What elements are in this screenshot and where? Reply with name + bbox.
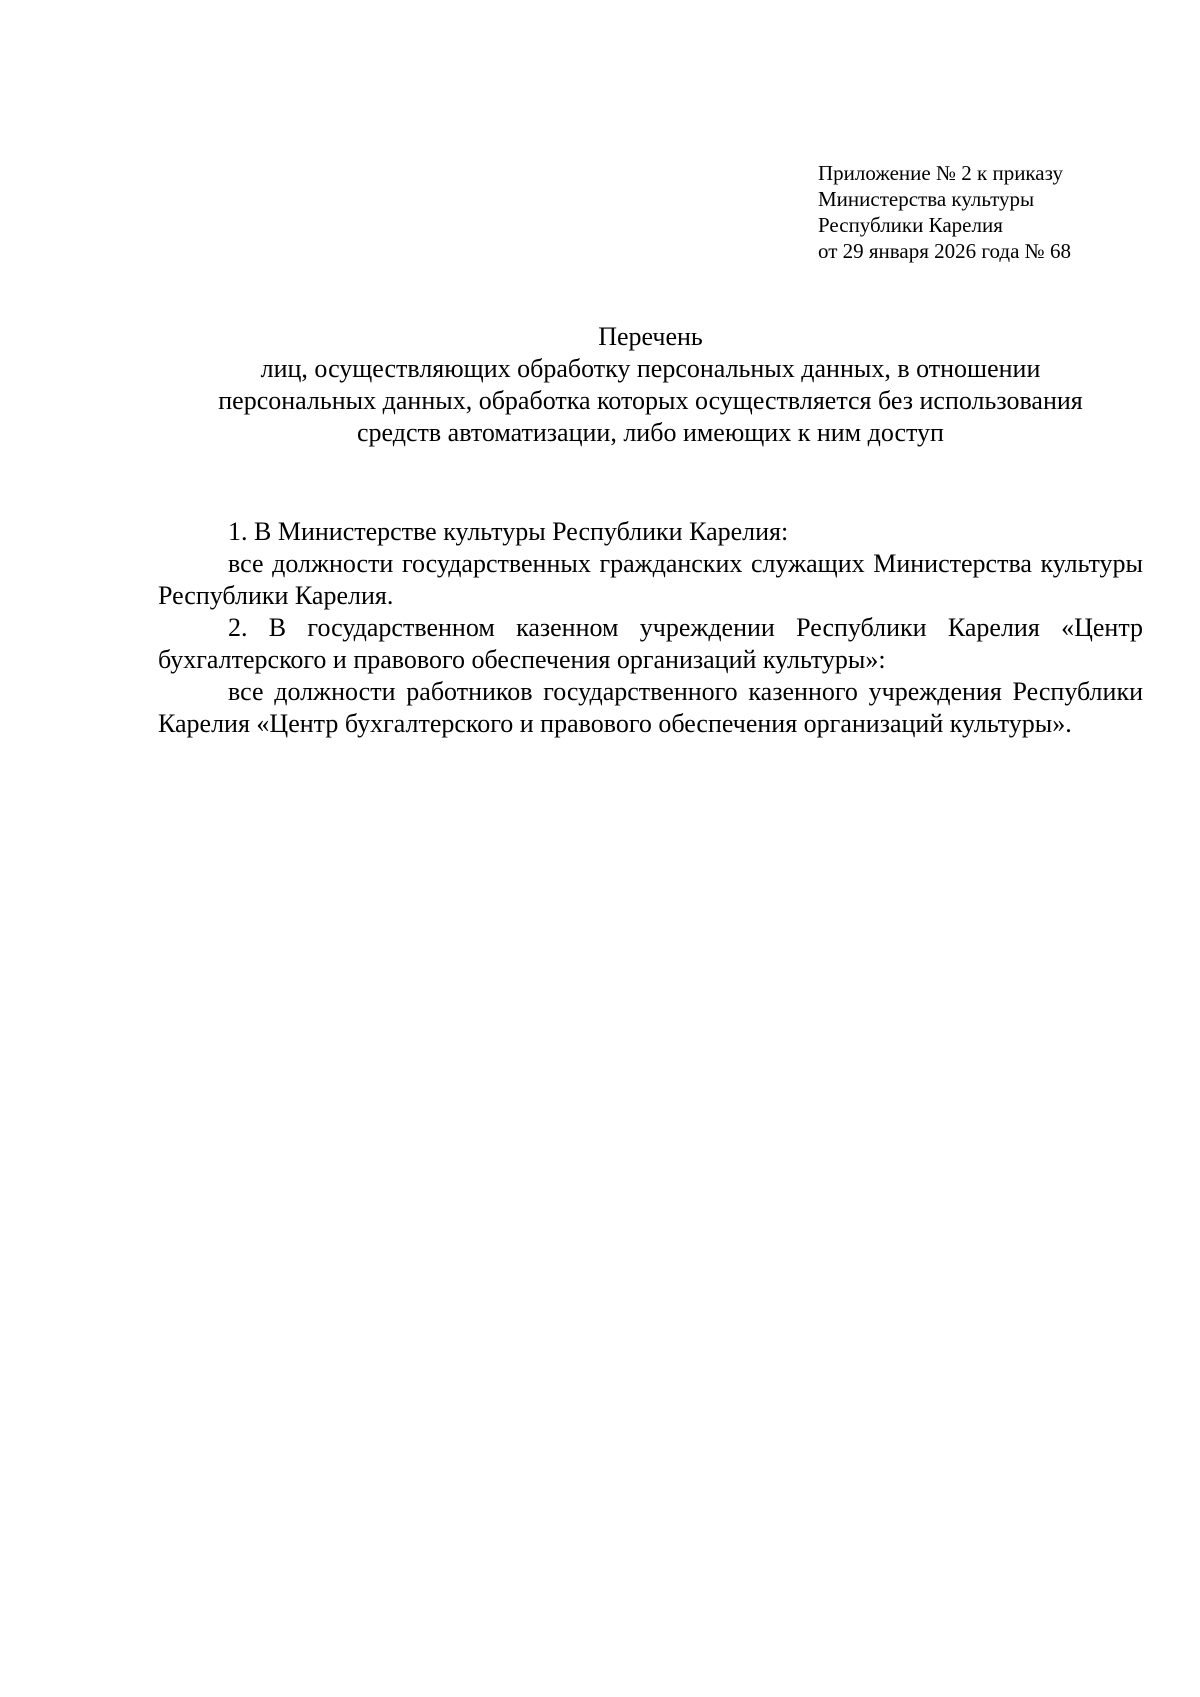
item-2-text: все должности работников государственного казенного учреждения Республики Карелия «Центр бухгалтерского и правового обеспечения организаций культуры». [158, 677, 1143, 738]
appendix-line-3: Республики Карелия [818, 213, 1003, 237]
appendix-line-2: Министерства культуры [818, 187, 1035, 211]
title-line-3: средств автоматизации, либо имеющих к ним доступ [357, 418, 944, 447]
appendix-line-4: от 29 января 2026 года № 68 [818, 239, 1071, 263]
document-body [158, 516, 1143, 740]
document-title [158, 321, 1143, 449]
appendix-note [818, 160, 1178, 264]
item-1-text: все должности государственных гражданских служащих Министерства культуры Республики Карелия. [158, 549, 1143, 610]
title-heading: Перечень [598, 322, 703, 351]
appendix-line-1: Приложение № 2 к приказу [818, 161, 1063, 185]
title-line-2: персональных данных, обработка которых осуществляется без использования [218, 386, 1083, 415]
item-2-heading: 2. В государственном казенном учреждении Республики Карелия «Центр бухгалтерского и правового обеспечения организаций культуры»: [158, 613, 1143, 674]
item-1-heading: 1. В Министерстве культуры Республики Карелия: [228, 517, 789, 546]
title-line-1: лиц, осуществляющих обработку персональных данных, в отношении [260, 354, 1041, 383]
